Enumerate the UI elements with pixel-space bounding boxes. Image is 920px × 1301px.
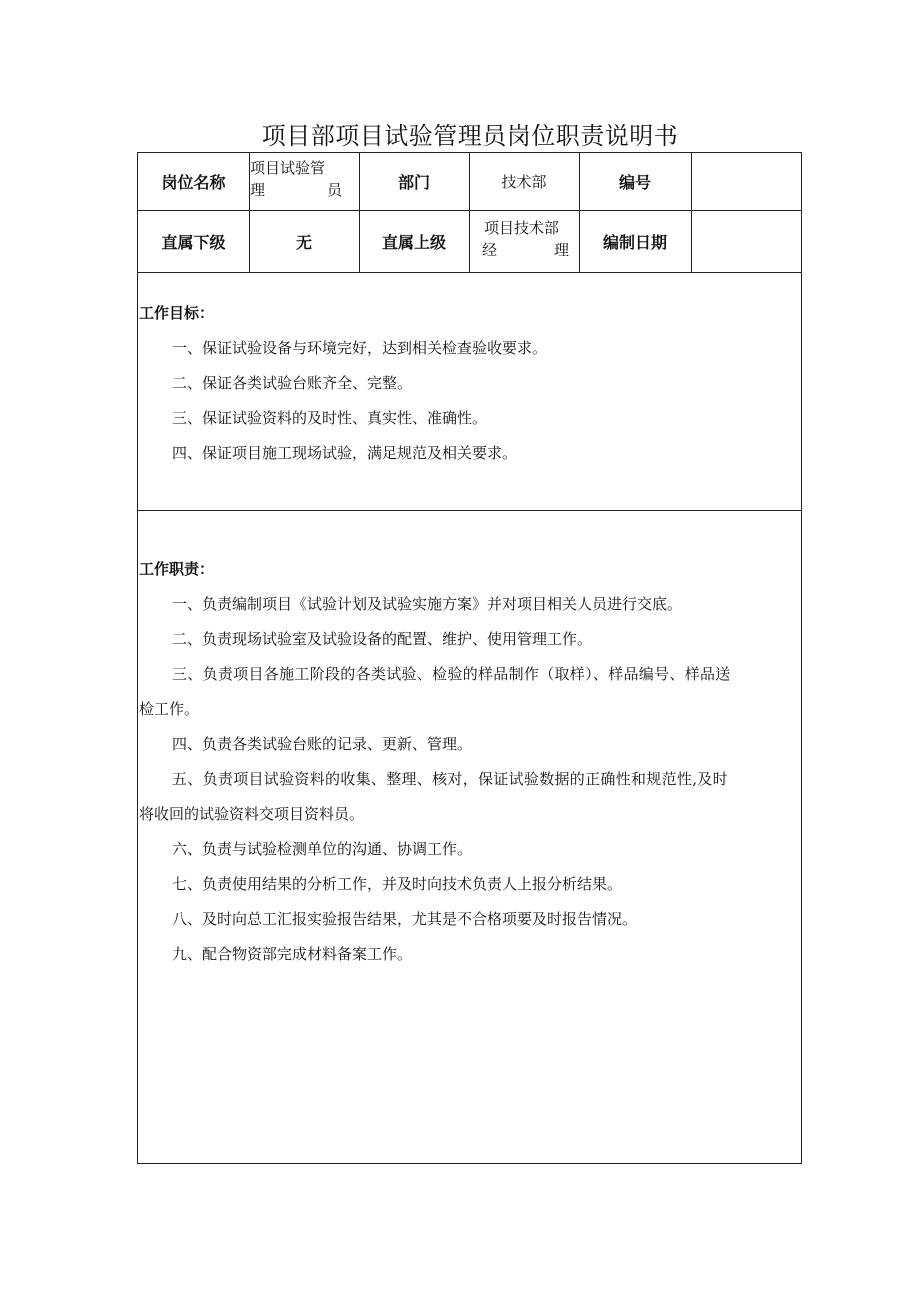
work-goals-heading: 工作目标： (139, 304, 215, 322)
compile-date-value (691, 210, 802, 272)
duty-item-4: 四、负责各类试验台账的记录、更新、管理。 (172, 735, 473, 753)
document-title: 项目部项目试验管理员岗位职责说明书 (261, 122, 679, 150)
position-name-value (250, 157, 342, 201)
department-value: 技术部 (501, 173, 547, 191)
number-value (691, 153, 802, 210)
duty-item-3-line2: 检工作。 (139, 700, 200, 718)
direct-subordinate-value: 无 (295, 232, 312, 252)
direct-superior-line2a: 经 (482, 241, 498, 259)
goal-item-1: 一、保证试验设备与环境完好，达到相关检查验收要求。 (172, 339, 548, 357)
work-duties-section (138, 552, 801, 972)
direct-superior-line1: 项目技术部 (484, 219, 560, 237)
direct-subordinate-label: 直属下级 (161, 232, 226, 252)
goal-item-4: 四、保证项目施工现场试验，满足规范及相关要求。 (172, 444, 518, 462)
duty-item-8: 八、及时向总工汇报实验报告结果，尤其是不合格项要及时报告情况。 (172, 910, 638, 928)
duty-item-1: 一、负责编制项目《试验计划及试验实施方案》并对项目相关人员进行交底。 (172, 595, 683, 613)
compile-date-label: 编制日期 (602, 232, 667, 252)
duty-item-5-line1: 五、负责项目试验资料的收集、整理、核对，保证试验数据的正确性和规范性,及时 (172, 770, 728, 788)
duty-item-3-line1: 三、负责项目各施工阶段的各类试验、检验的样品制作（取样）、样品编号、样品送 (172, 665, 731, 683)
goal-item-2: 二、保证各类试验台账齐全、完整。 (172, 374, 413, 392)
duty-item-9: 九、配合物资部完成材料备案工作。 (172, 945, 413, 963)
department-label: 部门 (397, 173, 430, 192)
position-name-line2a: 理 (250, 181, 266, 199)
goal-item-3: 三、保证试验资料的及时性、真实性、准确性。 (172, 409, 488, 427)
section-divider (138, 510, 801, 511)
job-description-table (137, 152, 802, 1164)
direct-superior-line2b: 理 (553, 241, 569, 259)
position-name-label: 岗位名称 (161, 173, 226, 192)
duty-item-2: 二、负责现场试验室及试验设备的配置、维护、使用管理工作。 (172, 630, 593, 648)
duty-item-5-line2: 将收回的试验资料交项目资料员。 (139, 805, 365, 823)
direct-superior-value (484, 217, 569, 261)
direct-superior-label: 直属上级 (381, 232, 446, 252)
duty-item-6: 六、负责与试验检测单位的沟通、协调工作。 (172, 840, 473, 858)
row-divider-2 (138, 272, 801, 273)
position-name-line1: 项目试验管 (250, 159, 326, 177)
work-goals-section (138, 296, 801, 471)
number-label: 编号 (618, 173, 651, 192)
duty-item-7: 七、负责使用结果的分析工作，并及时向技术负责人上报分析结果。 (172, 875, 623, 893)
position-name-line2b: 员 (326, 181, 342, 199)
work-duties-heading: 工作职责： (139, 560, 215, 578)
